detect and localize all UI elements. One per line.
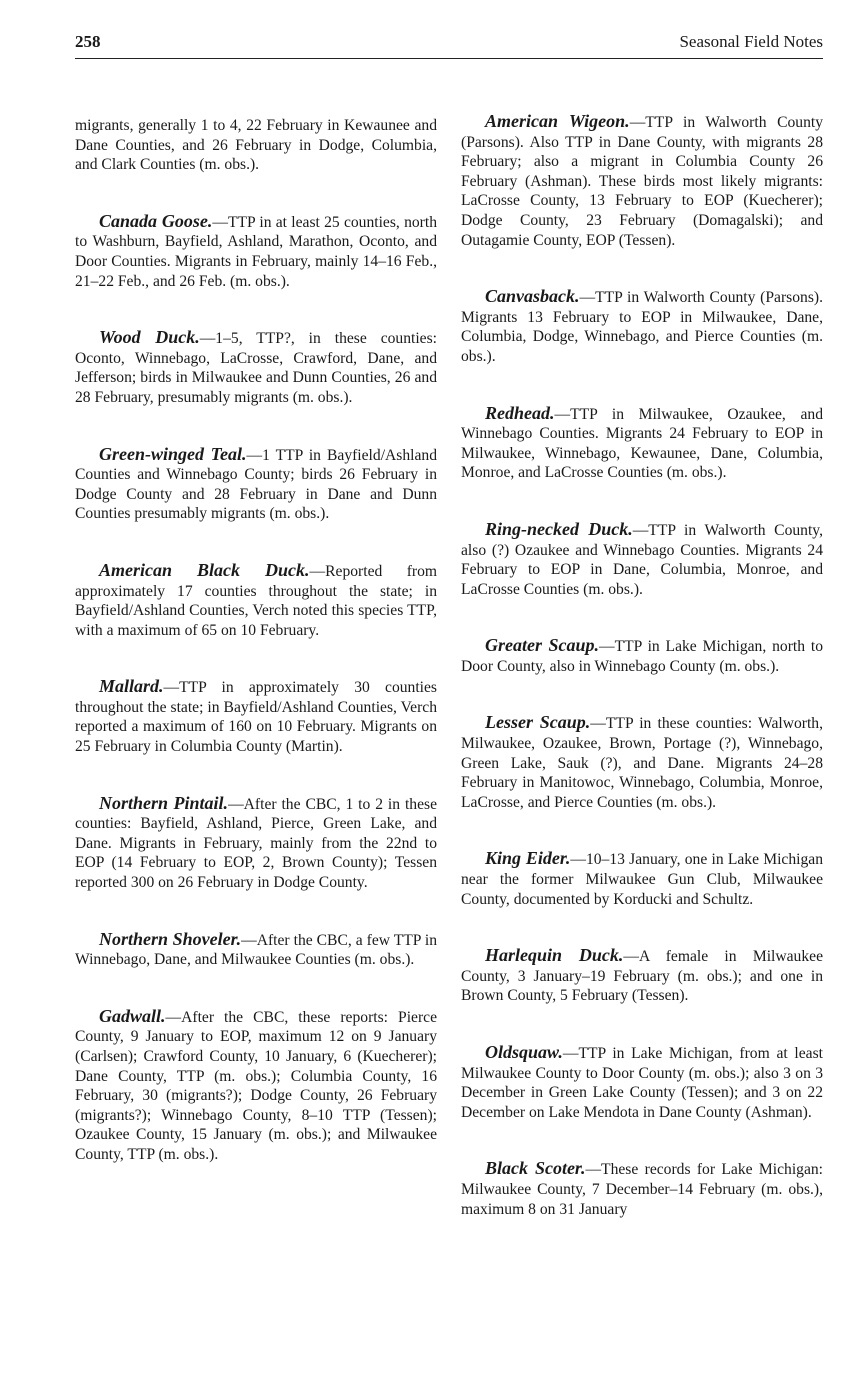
entry-text: —TTP in Walworth County, also (?) Ozaukee and Winnebago Counties. Migrants 24 February to EOP in Dane, Columbia, Monroe, and LaCrosse Counties (m. obs.). [461,521,823,598]
species-name: American Wigeon. [485,111,630,131]
species-name: Wood Duck. [99,327,200,348]
species-name: Greater Scaup. [485,635,599,656]
species-name: Green-winged Teal. [99,443,247,464]
species-name: Oldsquaw. [485,1042,563,1062]
species-entry [461,946,823,1006]
species-entry [461,404,823,483]
entry-text: —These records for Lake Michigan: Milwaukee County, 7 December–14 February (m. obs.), maximum 8 on 31 January [461,1161,823,1218]
species-name: Redhead. [485,402,555,423]
species-entry [75,561,437,640]
species-name: Canada Goose. [99,210,213,231]
species-entry [461,636,823,676]
entry-text: —Reported from approximately 17 counties throughout the state; in Bayfield/Ashland Counties, Verch noted this species TTP, with a maximum of 65 on 10 February. [75,562,438,639]
species-name: American Black Duck. [99,559,310,580]
entry-text: —TTP in Milwaukee, Ozaukee, and Winnebago Counties. Migrants 24 February to EOP in Milwaukee, Winnebago, Kewaunee, Dane, Columbia, Monroe, and LaCrosse Counties (m. obs.). [461,405,823,482]
running-head: Seasonal Field Notes [679,32,823,51]
species-name: Black Scoter. [485,1158,586,1179]
entry-text: —After the CBC, 1 to 2 in these counties: Bayfield, Ashland, Pierce, Green Lake, and Dane. Migrants in February, mainly from the 22nd to EOP (14 February to EOP, 2, Brown County); Tessen reported 300 on 26 February in Dodge County. [75,795,438,892]
right-column [461,110,823,1219]
species-entry [75,1007,437,1165]
species-name: King Eider. [485,848,571,869]
species-name: Harlequin Duck. [485,945,624,966]
species-entry [75,794,437,893]
species-name: Northern Pintail. [99,792,229,813]
species-name: Canvasback. [485,286,580,307]
species-entry [461,287,823,366]
entry-text: —TTP in Lake Michigan, from at least Milwaukee County to Door County (m. obs.); also 3 on 3 December in Green Lake County (Tessen); and 3 on 22 December on Lake Mendota in Dane County (Ashman). [461,1045,823,1121]
species-entry [461,849,823,909]
entry-text: —TTP in at least 25 counties, north to Washburn, Bayfield, Ashland, Marathon, Oconto, and Door Counties. Migrants in February, mainly 14–16 Feb., 21–22 Feb., and 26 Feb. (m. obs.). [75,213,437,290]
species-entry [75,677,437,756]
entry-text: —TTP in approximately 30 counties throughout the state; in Bayfield/Ashland Counties, Verch reported a maximum of 160 on 10 February. Migrants on 25 February in Columbia County (Martin). [75,679,437,756]
entry-text: —TTP in these counties: Walworth, Milwaukee, Ozaukee, Brown, Portage (?), Winnebago, Green Lake, Sauk (?), and Dane. Migrants 24–28 February in Manitowoc, Winnebago, Columbia, Monroe, LaCrosse, and Pierce Counties (m. obs.). [461,715,823,811]
species-entry [461,1159,823,1219]
entry-text: —10–13 January, one in Lake Michigan near the former Milwaukee Gun Club, Milwaukee County, documented by Korducki and Schultz. [461,851,823,908]
entry-text: —TTP in Walworth County (Parsons). Migrants 13 February to EOP in Milwaukee, Dane, Columbia, Dodge, Winnebago, and Pierce Counties (m. obs.). [461,289,823,365]
entry-text: —After the CBC, these reports: Pierce County, 9 January to EOP, maximum 12 on 9 January (Carlsen); Crawford County, 10 January, 6 (Kuecherer); Dane County, TTP (m. obs.); Columbia County, 16 February, 30 (migrants?); Dodge County, 26 February (migrants?); Winnebago County, 8–10 TTP (Tessen); Ozaukee County, 15 January (m. obs.); and Milwaukee County, TTP (m. obs.). [75,1008,437,1163]
left-column [75,110,437,1165]
entry-text: —1 TTP in Bayfield/Ashland Counties and Winnebago County; birds 26 February in Dodge County and 28 February in Dane and Dunn Counties presumably migrants (m. obs.). [75,446,437,523]
entry-text: —TTP in Lake Michigan, north to Door County, also in Winnebago County (m. obs.). [461,638,824,675]
species-entry [461,112,823,250]
species-name: Ring-necked Duck. [485,518,633,539]
entry-text: —TTP in Walworth County (Parsons). Also TTP in Dane County, with migrants 28 February; also a migrant in Columbia County 26 February (Ashman). These birds most likely migrants: LaCrosse County, 13 February to EOP (Kuecherer); Dodge County, 23 February (Domagalski); and Outagamie County, EOP (Tessen). [461,114,823,249]
entry-text: —A female in Milwaukee County, 3 January–19 February (m. obs.); and one in Brown County, 5 February (Tessen). [461,948,823,1005]
species-name: Mallard. [99,676,164,697]
species-entry [75,930,437,970]
species-entry [75,212,437,291]
species-entry [461,520,823,599]
species-name: Gadwall. [99,1005,166,1026]
page-header [75,30,823,59]
entry-text: migrants, generally 1 to 4, 22 February in Kewaunee and Dane Counties, and 26 February in Dodge, Columbia, and Clark Counties (m. obs.). [75,117,437,174]
species-name: Lesser Scaup. [485,712,591,733]
entry-text: —1–5, TTP?, in these counties: Oconto, Winnebago, LaCrosse, Crawford, Dane, and Jefferson; birds in Milwaukee and Dunn Counties, 26 and 28 February, presumably migrants (m. obs.). [75,330,437,406]
species-entry [75,116,437,175]
species-entry [461,1043,823,1122]
species-entry [75,445,437,524]
page-number: 258 [75,32,101,51]
species-entry [75,328,437,407]
entry-text: —After the CBC, a few TTP in Winnebago, Dane, and Milwaukee Counties (m. obs.). [75,931,437,969]
species-entry [461,713,823,812]
species-name: Northern Shoveler. [99,928,242,949]
